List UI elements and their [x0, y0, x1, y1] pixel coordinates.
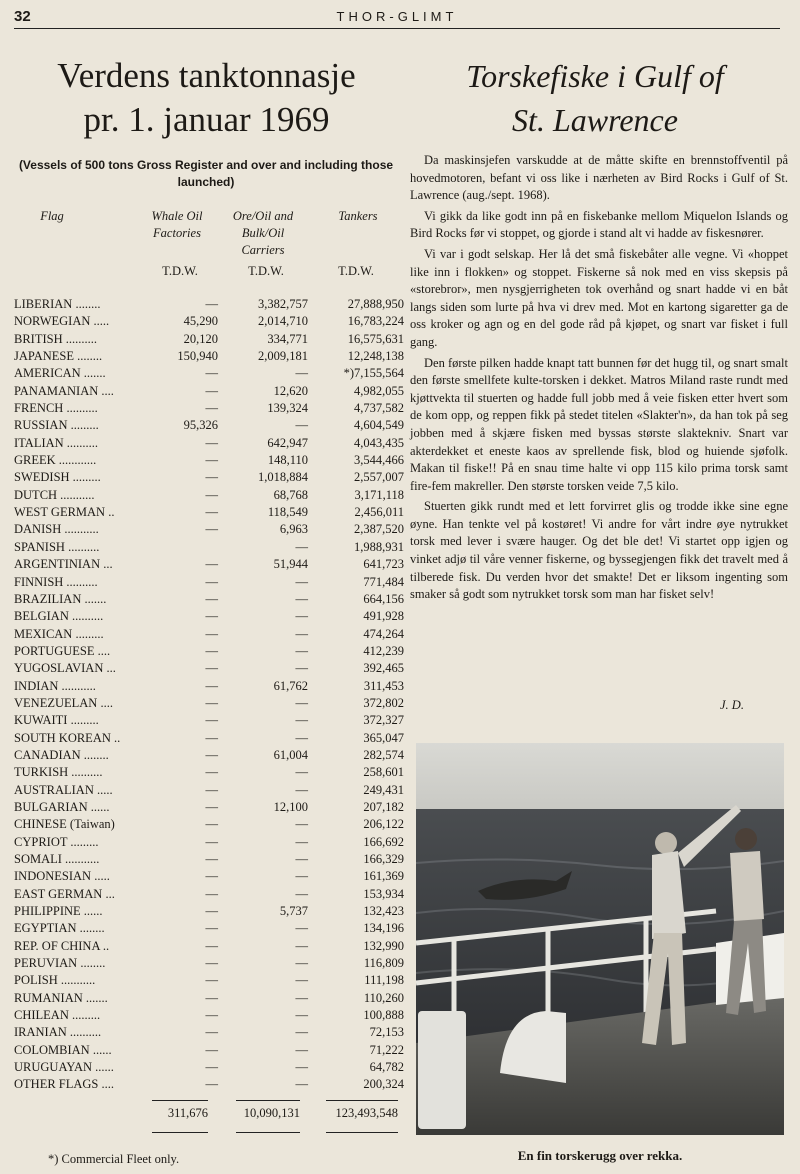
- tankers-cell: 4,604,549: [354, 418, 404, 433]
- flag-cell: CHINESE (Taiwan): [14, 817, 115, 832]
- table-title-line2: pr. 1. januar 1969: [83, 100, 330, 139]
- col-header-ore-line3: Carriers: [241, 243, 285, 257]
- ore-cell: —: [295, 938, 308, 953]
- ore-cell: 5,737: [279, 904, 308, 919]
- flag-cell: ITALIAN ..........: [14, 435, 99, 450]
- ore-cell: 12,100: [273, 799, 308, 814]
- whale-cell: —: [205, 1077, 218, 1092]
- article-paragraph: Vi var i godt selskap. Her lå det små fiskebåter alle vegne. Vi «hoppet like inn i flokken» og stoppet. Fiskerne så nok med en viss skepsis på «storebror», men nysgjerrigheten tok overhånd og snart hadde vi en båt langs siden som lurte på hva vi drev med. Mot en kartong sigaretter ga de oss kroker og agn og en del gode råd på kjøpet, og snart var fisket i full gang.: [410, 246, 788, 349]
- tankers-cell: 16,783,224: [347, 314, 404, 329]
- ore-cell: —: [295, 609, 308, 624]
- flag-cell: PANAMANIAN ....: [14, 383, 114, 398]
- tankers-cell: 2,456,011: [354, 505, 404, 520]
- page-number: 32: [14, 8, 31, 25]
- article-paragraph: Stuerten gikk rundt med et lett forvirret glis og trodde ikke sine egne øyne. Han tenkte vel på kostøret! Vi andre for vårt indre øye nytrukket torsk med lever i svære hauger. Og det ble det! Vi startet opp igjen og vinket adjø til våre venner fiskerne, og byssegjengen fikk det travelt med å tilberede fisk. Du verden hvor det smakte! Det er liksom ingenting som smaker så godt som nytrukket torsk som man har fisket selv!: [410, 499, 788, 602]
- table-row: [14, 487, 404, 504]
- table-row: [14, 626, 404, 643]
- article-body: [410, 152, 788, 607]
- flag-cell: PORTUGUESE ....: [14, 643, 111, 658]
- flag-cell: TURKISH ..........: [14, 765, 103, 780]
- table-title-line1: Verdens tanktonnasje: [57, 56, 356, 95]
- flag-cell: CHILEAN .........: [14, 1008, 101, 1023]
- whale-cell: —: [205, 383, 218, 398]
- whale-cell: —: [205, 453, 218, 468]
- whale-cell: 20,120: [183, 331, 218, 346]
- whale-cell: —: [205, 817, 218, 832]
- table-row: [14, 331, 404, 348]
- tankers-cell: 111,198: [364, 973, 404, 988]
- whale-cell: —: [205, 869, 218, 884]
- ore-cell: 139,324: [267, 401, 308, 416]
- col-header-whale-line2: Factories: [153, 226, 201, 240]
- double-rule-whale: [152, 1132, 208, 1133]
- tankers-cell: 64,782: [369, 1060, 404, 1075]
- ore-cell: —: [295, 765, 308, 780]
- flag-cell: REP. OF CHINA ..: [14, 938, 110, 953]
- ore-cell: 1,018,884: [258, 470, 308, 485]
- tankers-cell: 2,557,007: [354, 470, 404, 485]
- article-paragraph: Den første pilken hadde knapt tatt bunnen før det hugg til, og snart smalt den første smellfete kulte-torsken i dekket. Matros Miland raste rundt med kjøttvekta til stuerten og hadde full jobb med å veie fisken etter hvert som de kom opp, og reppen fikk på stedet titelen «Slakter'n», da han tok på seg jobben med å skjære fisken med byssas største slaktekniv. Snart var akterdekket et eneste kaos av sprellende fisk, blod og huiende sjøfolk. Makan til fiske!! På en snau time halte vi opp 115 kilo prima torsk samt fire-fem makreller. Den største torsken veide 7,5 kilo.: [410, 355, 788, 493]
- ore-cell: —: [295, 626, 308, 641]
- tankers-cell: 2,387,520: [354, 522, 404, 537]
- ore-cell: 51,944: [273, 557, 308, 572]
- flag-cell: BRITISH ..........: [14, 331, 97, 346]
- whale-cell: —: [205, 886, 218, 901]
- whale-cell: —: [205, 938, 218, 953]
- double-rule-ore: [236, 1132, 300, 1133]
- flag-cell: BRAZILIAN .......: [14, 591, 107, 606]
- tankers-cell: 412,239: [363, 643, 404, 658]
- tankers-cell: 249,431: [363, 782, 404, 797]
- tankers-cell: *)7,155,564: [343, 366, 404, 381]
- whale-cell: —: [205, 782, 218, 797]
- flag-cell: SOMALI ...........: [14, 852, 100, 866]
- table-row: [14, 591, 404, 608]
- table-row: [14, 469, 404, 486]
- tankers-cell: 641,723: [363, 557, 404, 572]
- whale-cell: —: [205, 799, 218, 814]
- tankers-cell: 200,324: [363, 1077, 404, 1092]
- tankers-cell: 166,329: [363, 852, 404, 866]
- unit-ore: T.D.W.: [248, 264, 284, 278]
- flag-cell: OTHER FLAGS ....: [14, 1077, 115, 1092]
- flag-cell: RUMANIAN .......: [14, 990, 108, 1005]
- page-header: [14, 6, 780, 29]
- whale-cell: 45,290: [183, 314, 218, 329]
- whale-cell: —: [205, 591, 218, 606]
- whale-cell: —: [205, 626, 218, 641]
- ore-cell: —: [295, 1008, 308, 1023]
- flag-cell: VENEZUELAN ....: [14, 695, 113, 710]
- tankers-cell: 100,888: [363, 1008, 404, 1023]
- ore-cell: —: [295, 886, 308, 901]
- ore-cell: —: [295, 591, 308, 606]
- table-row: [14, 539, 404, 556]
- tankers-cell: 110,260: [363, 990, 404, 1005]
- ore-cell: —: [295, 539, 308, 554]
- ore-cell: —: [295, 643, 308, 658]
- ore-cell: 61,762: [273, 678, 308, 693]
- article-paragraph: Da maskinsjefen varskudde at de måtte skifte en brennstoffventil på hovedmotoren, befant vi oss like i nærheten av Bird Rocks i Gulf of St. Lawrence (aug./sept. 1968).: [410, 153, 788, 203]
- whale-cell: —: [205, 852, 218, 866]
- table-row: [14, 383, 404, 400]
- flag-cell: INDIAN ...........: [14, 678, 96, 693]
- ore-cell: —: [295, 695, 308, 710]
- tankers-cell: 116,809: [363, 956, 404, 971]
- double-rule-tankers: [326, 1132, 398, 1133]
- ore-cell: 118,549: [267, 505, 308, 520]
- flag-cell: ARGENTINIAN ...: [14, 557, 113, 572]
- tankers-cell: 134,196: [363, 921, 404, 936]
- ore-cell: 2,014,710: [258, 314, 308, 329]
- ore-cell: 61,004: [273, 747, 308, 762]
- flag-cell: DANISH ...........: [14, 522, 99, 537]
- col-header-tankers: Tankers: [338, 209, 378, 223]
- tankers-cell: 491,928: [363, 609, 404, 624]
- photo-illustration: [416, 743, 784, 1135]
- whale-cell: —: [205, 557, 218, 572]
- table-row: [14, 990, 404, 1007]
- photo-caption: En fin torskerugg over rekka.: [517, 1148, 683, 1163]
- tankers-cell: 132,423: [363, 904, 404, 919]
- table-row: [14, 296, 404, 313]
- table-row: [14, 834, 404, 851]
- whale-cell: —: [205, 921, 218, 936]
- ore-cell: —: [295, 713, 308, 728]
- col-header-flag: Flag: [40, 209, 64, 223]
- ore-cell: —: [295, 956, 308, 971]
- table-row: [14, 868, 404, 885]
- flag-cell: COLOMBIAN ......: [14, 1042, 112, 1057]
- whale-cell: —: [205, 643, 218, 658]
- flag-cell: AMERICAN .......: [14, 366, 106, 381]
- tankers-cell: 207,182: [363, 799, 404, 814]
- tankers-cell: 282,574: [363, 747, 404, 762]
- tankers-cell: 3,171,118: [354, 487, 404, 502]
- table-row: [14, 1007, 404, 1024]
- tankers-cell: 3,544,466: [354, 453, 404, 468]
- ore-cell: 6,963: [279, 522, 308, 537]
- col-header-whale: [132, 208, 222, 242]
- table-row: [14, 660, 404, 677]
- whale-cell: 150,940: [177, 349, 218, 364]
- table-row: [14, 938, 404, 955]
- table-row: [14, 886, 404, 903]
- whale-cell: —: [205, 522, 218, 537]
- tankers-cell: 161,369: [363, 869, 404, 884]
- table-note: (Vessels of 500 tons Gross Register and over and including those launched): [18, 158, 394, 189]
- flag-cell: NORWEGIAN .....: [14, 314, 110, 329]
- ore-cell: —: [295, 817, 308, 832]
- table-row: [14, 348, 404, 365]
- article-title: [420, 54, 770, 142]
- table-row: [14, 678, 404, 695]
- flag-cell: RUSSIAN .........: [14, 418, 99, 433]
- flag-cell: KUWAITI .........: [14, 713, 99, 728]
- tankers-cell: 132,990: [363, 938, 404, 953]
- whale-cell: —: [205, 1042, 218, 1057]
- unit-whale: T.D.W.: [162, 264, 198, 278]
- ore-cell: —: [295, 661, 308, 676]
- table-row: [14, 1076, 404, 1093]
- col-header-ore-line1: Ore/Oil and: [232, 209, 294, 223]
- flag-cell: EAST GERMAN ...: [14, 886, 115, 901]
- whale-cell: —: [205, 904, 218, 919]
- flag-cell: YUGOSLAVIAN ...: [14, 661, 116, 676]
- table-row: [14, 643, 404, 660]
- table-row: [14, 556, 404, 573]
- whale-cell: —: [205, 297, 218, 311]
- table-row: [14, 521, 404, 538]
- tankers-cell: 206,122: [363, 817, 404, 832]
- flag-cell: FRENCH ..........: [14, 401, 98, 416]
- tankers-cell: 771,484: [363, 574, 404, 589]
- total-rule-whale: [152, 1100, 208, 1101]
- whale-cell: —: [205, 1025, 218, 1040]
- tankers-cell: 392,465: [363, 661, 404, 676]
- footnote: *) Commercial Fleet only.: [48, 1152, 180, 1166]
- tankers-cell: 258,601: [363, 765, 404, 780]
- tankers-cell: 16,575,631: [347, 331, 404, 346]
- tankers-cell: 372,802: [363, 695, 404, 710]
- flag-cell: MEXICAN .........: [14, 626, 104, 641]
- flag-cell: WEST GERMAN ..: [14, 505, 115, 520]
- tankers-cell: 153,934: [363, 886, 404, 901]
- table-row: [14, 452, 404, 469]
- table-row: [14, 851, 404, 868]
- table-row: [14, 920, 404, 937]
- flag-cell: DUTCH ...........: [14, 487, 95, 502]
- col-header-ore: [218, 208, 308, 259]
- table-row: [14, 400, 404, 417]
- whale-cell: —: [205, 747, 218, 762]
- tankers-cell: 311,453: [363, 678, 404, 693]
- ore-cell: —: [295, 869, 308, 884]
- flag-cell: FINNISH ..........: [14, 574, 98, 589]
- flag-cell: SOUTH KOREAN ..: [14, 730, 121, 745]
- whale-cell: —: [205, 765, 218, 780]
- flag-cell: JAPANESE ........: [14, 349, 103, 364]
- ore-cell: —: [295, 574, 308, 589]
- flag-cell: URUGUAYAN ......: [14, 1060, 114, 1075]
- whale-cell: —: [205, 505, 218, 520]
- table-title: [14, 54, 399, 142]
- tankers-cell: 372,327: [363, 713, 404, 728]
- whale-cell: —: [205, 609, 218, 624]
- table-row: [14, 747, 404, 764]
- whale-cell: —: [205, 487, 218, 502]
- flag-cell: BULGARIAN ......: [14, 799, 110, 814]
- tankers-cell: 4,737,582: [354, 401, 404, 416]
- ore-cell: —: [295, 730, 308, 745]
- tankers-cell: 72,153: [369, 1025, 404, 1040]
- ore-cell: —: [295, 990, 308, 1005]
- ore-cell: 642,947: [267, 435, 308, 450]
- table-row: [14, 730, 404, 747]
- tonnage-table: [14, 296, 404, 1094]
- flag-cell: POLISH ...........: [14, 973, 96, 988]
- whale-cell: —: [205, 401, 218, 416]
- total-tankers: 123,493,548: [335, 1106, 398, 1120]
- tankers-cell: 166,692: [363, 834, 404, 849]
- flag-cell: PHILIPPINE ......: [14, 904, 103, 919]
- ore-cell: —: [295, 852, 308, 866]
- flag-cell: SPANISH ..........: [14, 539, 100, 554]
- total-whale: 311,676: [167, 1106, 208, 1120]
- ore-cell: —: [295, 834, 308, 849]
- flag-cell: SWEDISH .........: [14, 470, 101, 485]
- ore-cell: —: [295, 418, 308, 433]
- table-row: [14, 574, 404, 591]
- table-row: [14, 955, 404, 972]
- table-row: [14, 972, 404, 989]
- flag-cell: GREEK ............: [14, 453, 97, 468]
- whale-cell: —: [205, 956, 218, 971]
- total-rule-ore: [236, 1100, 300, 1101]
- ore-cell: 334,771: [267, 331, 308, 346]
- ore-cell: 2,009,181: [258, 349, 308, 364]
- whale-cell: —: [205, 990, 218, 1005]
- whale-cell: —: [205, 713, 218, 728]
- ore-cell: —: [295, 782, 308, 797]
- ore-cell: —: [295, 366, 308, 381]
- article-signature: J. D.: [720, 698, 744, 712]
- unit-tankers: T.D.W.: [338, 264, 374, 278]
- ore-cell: —: [295, 921, 308, 936]
- ore-cell: 12,620: [273, 383, 308, 398]
- table-row: [14, 764, 404, 781]
- table-row: [14, 417, 404, 434]
- article-paragraph: Vi gikk da like godt inn på en fiskebanke mellom Miquelon Islands og Bird Rocks før vi stoppet, og gjorde i stand alt vi hadde av fiskesnører.: [410, 208, 788, 241]
- flag-cell: IRANIAN ..........: [14, 1025, 102, 1040]
- whale-cell: —: [205, 678, 218, 693]
- whale-cell: —: [205, 973, 218, 988]
- whale-cell: —: [205, 661, 218, 676]
- whale-cell: —: [205, 1008, 218, 1023]
- whale-cell: —: [205, 1060, 218, 1075]
- tankers-cell: 4,043,435: [354, 435, 404, 450]
- table-row: [14, 504, 404, 521]
- flag-cell: CYPRIOT .........: [14, 834, 99, 849]
- whale-cell: —: [205, 730, 218, 745]
- table-row: [14, 712, 404, 729]
- tankers-cell: 664,156: [363, 591, 404, 606]
- table-row: [14, 435, 404, 452]
- col-header-whale-line1: Whale Oil: [151, 209, 203, 223]
- whale-cell: 95,326: [183, 418, 218, 433]
- ore-cell: 3,382,757: [258, 297, 308, 311]
- flag-cell: CANADIAN ........: [14, 747, 109, 762]
- tankers-cell: 365,047: [363, 730, 404, 745]
- tankers-cell: 1,988,931: [354, 539, 404, 554]
- tankers-cell: 4,982,055: [354, 383, 404, 398]
- flag-cell: LIBERIAN ........: [14, 297, 101, 311]
- total-rule-tankers: [326, 1100, 398, 1101]
- table-row: [14, 782, 404, 799]
- table-row: [14, 1024, 404, 1041]
- ore-cell: —: [295, 1077, 308, 1092]
- ore-cell: —: [295, 1025, 308, 1040]
- whale-cell: —: [205, 834, 218, 849]
- table-row: [14, 1059, 404, 1076]
- flag-cell: EGYPTIAN ........: [14, 921, 105, 936]
- ore-cell: 68,768: [273, 487, 308, 502]
- col-header-ore-line2: Bulk/Oil: [241, 226, 285, 240]
- table-row: [14, 313, 404, 330]
- magazine-name: THOR-GLIMT: [336, 9, 458, 24]
- tankers-cell: 27,888,950: [347, 297, 404, 311]
- whale-cell: —: [205, 574, 218, 589]
- table-row: [14, 695, 404, 712]
- table-row: [14, 365, 404, 382]
- ore-cell: —: [295, 973, 308, 988]
- flag-cell: INDONESIAN .....: [14, 869, 110, 884]
- fishing-photo: [416, 743, 784, 1135]
- table-row: [14, 608, 404, 625]
- whale-cell: —: [205, 366, 218, 381]
- table-row: [14, 1042, 404, 1059]
- article-title-line1: Torskefiske i Gulf of: [466, 58, 724, 94]
- ore-cell: 148,110: [267, 453, 308, 468]
- tankers-cell: 71,222: [369, 1042, 404, 1057]
- flag-cell: PERUVIAN ........: [14, 956, 106, 971]
- ore-cell: —: [295, 1042, 308, 1057]
- flag-cell: BELGIAN ..........: [14, 609, 104, 624]
- whale-cell: —: [205, 695, 218, 710]
- tankers-cell: 474,264: [363, 626, 404, 641]
- tankers-cell: 12,248,138: [347, 349, 404, 364]
- whale-cell: —: [205, 470, 218, 485]
- whale-cell: —: [205, 435, 218, 450]
- table-row: [14, 816, 404, 833]
- table-row: [14, 903, 404, 920]
- ore-cell: —: [295, 1060, 308, 1075]
- article-title-line2: St. Lawrence: [512, 102, 678, 138]
- flag-cell: AUSTRALIAN .....: [14, 782, 113, 797]
- total-ore: 10,090,131: [243, 1106, 300, 1120]
- table-row: [14, 799, 404, 816]
